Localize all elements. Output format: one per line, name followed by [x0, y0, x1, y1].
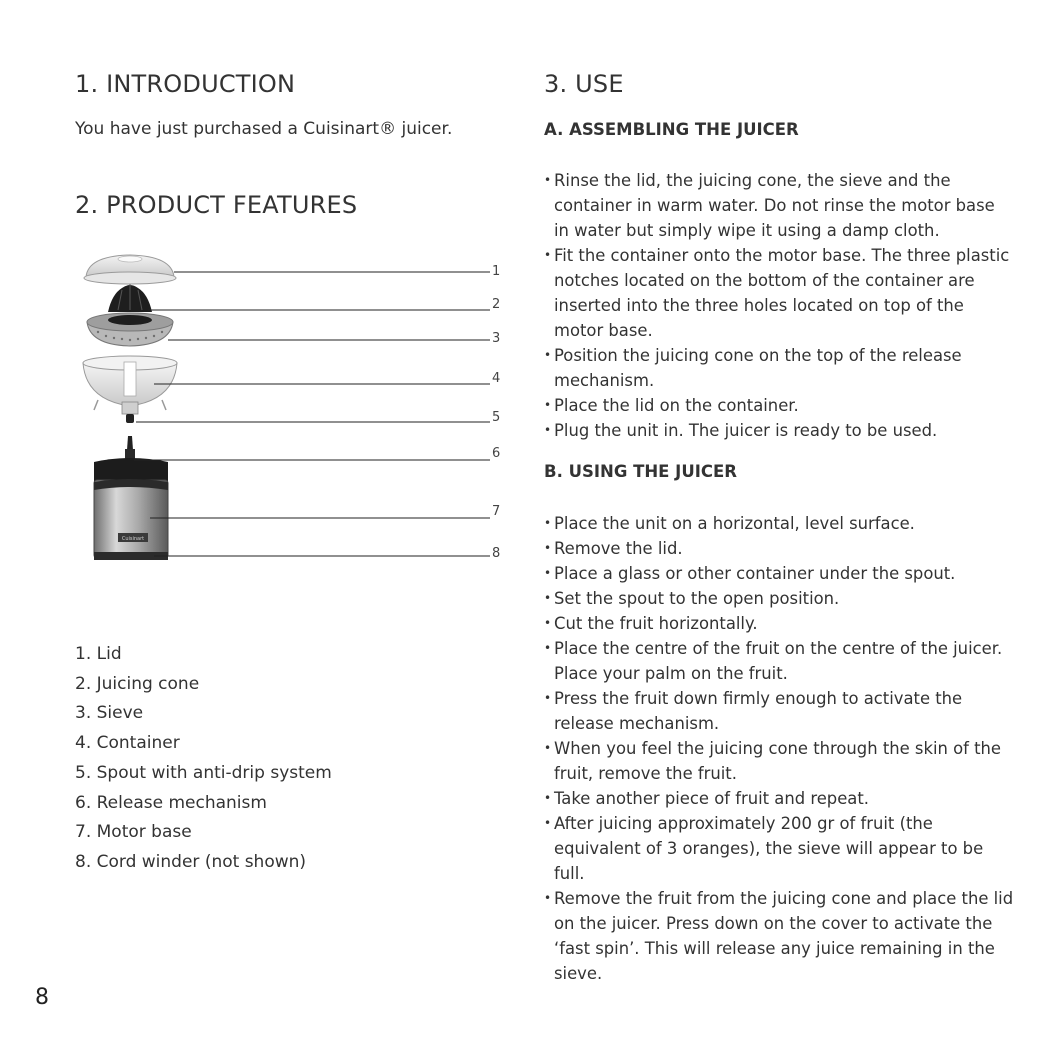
feature-item: 1. Lid: [75, 644, 122, 664]
using-item: • Remove the lid.: [544, 536, 1014, 561]
assembling-item: • Place the lid on the container.: [544, 393, 1014, 418]
feature-item: 7. Motor base: [75, 822, 192, 843]
using-item: • Place the unit on a horizontal, level surface.: [544, 511, 1014, 536]
using-item: • Remove the fruit from the juicing cone and place the lid on the juicer. Press down on the cover to activate the ‘fast spin’. This will release any juice remaining in the sieve.: [544, 886, 1014, 986]
callout-number-4: 4: [492, 371, 501, 386]
using-item: • Press the fruit down firmly enough to activate the release mechanism.: [544, 686, 1014, 736]
using-item: • Set the spout to the open position.: [544, 586, 1014, 611]
using-list: [544, 511, 1014, 986]
leader-lines: [134, 272, 490, 556]
introduction-heading: 1. INTRODUCTION: [75, 70, 296, 98]
callout-number-3: 3: [492, 331, 501, 346]
callout-number-2: 2: [492, 297, 501, 312]
using-heading: B. USING THE JUICER: [544, 462, 737, 481]
spout-illustration: [122, 402, 138, 423]
feature-item: 2. Juicing cone: [75, 673, 200, 694]
callout-number-8: 8: [492, 546, 501, 561]
page-number: 8: [35, 985, 49, 1010]
assembling-list: [544, 168, 1014, 443]
using-item: • Place a glass or other container under the spout.: [544, 561, 1014, 586]
feature-item: 3. Sieve: [75, 703, 144, 724]
callout-number-7: 7: [492, 504, 501, 519]
features-list: [75, 640, 332, 878]
callout-number-6: 6: [492, 446, 501, 461]
juicer-exploded-diagram: [78, 250, 518, 570]
callout-number-5: 5: [492, 410, 501, 425]
use-heading: 3. USE: [544, 70, 624, 98]
feature-item: 8. Cord winder (not shown): [75, 851, 307, 872]
juicing-cone-illustration: [108, 284, 152, 312]
feature-item: 6. Release mechanism: [75, 792, 267, 813]
feature-item: 4. Container: [75, 733, 180, 754]
product-features-heading: 2. PRODUCT FEATURES: [75, 191, 358, 219]
brand-plate: Cuisinart: [121, 536, 145, 542]
using-item: • Place the centre of the fruit on the centre of the juicer. Place your palm on the fruit.: [544, 636, 1014, 686]
using-item: • When you feel the juicing cone through the skin of the fruit, remove the fruit.: [544, 736, 1014, 786]
assembling-item: • Position the juicing cone on the top of the release mechanism.: [544, 343, 1014, 393]
introduction-text: You have just purchased a Cuisinart® juicer.: [75, 119, 453, 139]
assembling-heading: A. ASSEMBLING THE JUICER: [544, 120, 799, 139]
sieve-illustration: [87, 313, 173, 346]
using-item: • After juicing approximately 200 gr of fruit (the equivalent of 3 oranges), the sieve will appear to be full.: [544, 811, 1014, 886]
motor-base-illustration: [94, 458, 168, 560]
callout-number-1: 1: [492, 264, 501, 279]
assembling-item: • Plug the unit in. The juicer is ready to be used.: [544, 418, 1014, 443]
using-item: • Cut the fruit horizontally.: [544, 611, 1014, 636]
using-item: • Take another piece of fruit and repeat.: [544, 786, 1014, 811]
lid-illustration: [84, 255, 176, 284]
assembling-item: • Fit the container onto the motor base. The three plastic notches located on the bottom of the container are inserted into the three holes located on top of the motor base.: [544, 243, 1014, 343]
feature-item: 5. Spout with anti-drip system: [75, 762, 332, 783]
assembling-item: • Rinse the lid, the juicing cone, the sieve and the container in warm water. Do not rinse the motor base in water but simply wipe it using a damp cloth.: [544, 168, 1014, 243]
